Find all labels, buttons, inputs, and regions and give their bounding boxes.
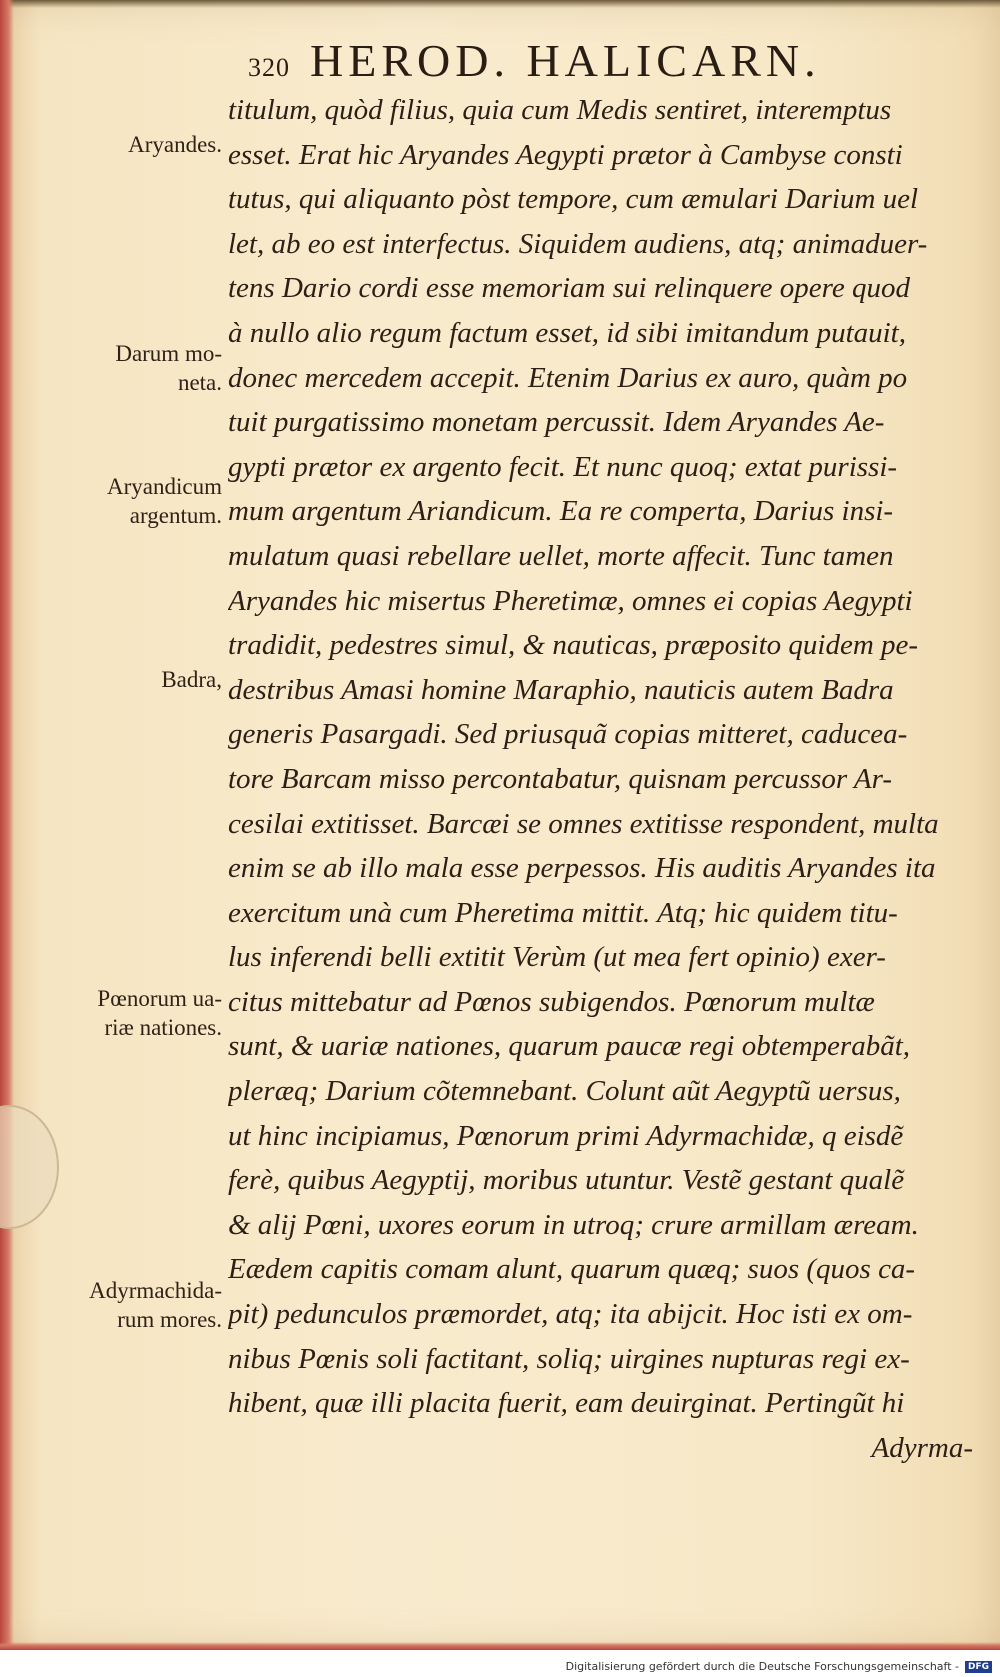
text-line: sunt, & uariæ nationes, quarum paucæ regi obtemperabãt, <box>228 1030 911 1063</box>
text-line: let, ab eo est interfectus. Siquidem audiens, atq; animaduer- <box>228 227 928 260</box>
margin-note-line: Pœnorum ua- <box>97 986 222 1011</box>
text-line: enim se ab illo mala esse perpessos. His auditis Aryandes ita <box>228 852 936 885</box>
text-line: tens Dario cordi esse memoriam sui relinquere opere quod <box>228 272 910 305</box>
text-line: destribus Amasi homine Maraphio, nauticis autem Badra <box>228 673 894 706</box>
margin-note <box>22 984 222 1042</box>
text-line: tradidit, pedestres simul, & nauticas, præposito quidem pe- <box>228 629 919 662</box>
text-line: mulatum quasi rebellare uellet, morte affecit. Tunc tamen <box>228 539 894 572</box>
text-line: titulum, quòd filius, quia cum Medis sentiret, interemptus <box>228 94 892 126</box>
running-head-title: HEROD. HALICARN. <box>310 35 821 86</box>
text-line: donec mercedem accepit. Etenim Darius ex auro, quàm po <box>228 361 908 394</box>
text-line: ferè, quibus Aegyptij, moribus utuntur. Vestẽ gestant qualẽ <box>228 1164 905 1197</box>
margin-note <box>22 339 222 397</box>
text-line: pleræq; Darium cõtemnebant. Colunt aũt Aegyptũ uersus, <box>228 1075 901 1108</box>
page-number: 320 <box>248 53 290 82</box>
catchword: Adyrma- <box>871 1431 973 1464</box>
margin-note <box>22 665 222 694</box>
text-line: nibus Pœnis soli factitant, soliq; uirgines nupturas regi ex- <box>228 1342 910 1375</box>
text-line: tutus, qui aliquanto pòst tempore, cum æmulari Darium uel <box>228 183 919 216</box>
text-line: ut hinc incipiamus, Pœnorum primi Adyrmachidæ, q eisdẽ <box>228 1119 904 1152</box>
margin-note-line: argentum. <box>129 503 222 528</box>
margin-note <box>22 130 222 159</box>
body-text <box>228 88 973 1470</box>
text-line: hibent, quæ illi placita fuerit, eam deuirginat. Pertingũt hi <box>228 1387 905 1420</box>
margin-note-line: rum mores. <box>117 1307 222 1332</box>
text-line: & alij Pœni, uxores eorum in utroq; crure armillam æream. <box>228 1208 919 1241</box>
text-line: tuit purgatissimo monetam percussit. Idem Aryandes Ae- <box>228 406 885 439</box>
text-line: gypti prætor ex argento fecit. Et nunc quoq; extat purissi- <box>228 450 898 483</box>
margin-note-line: Aryandicum <box>107 474 222 499</box>
margin-note-line: neta. <box>177 370 222 395</box>
text-line: pit) pedunculos præmordet, atq; ita abijcit. Hoc isti ex om- <box>228 1298 913 1331</box>
running-head <box>248 34 821 87</box>
text-line: cesilai extitisset. Barcæi se omnes extitisse respondent, multa <box>228 807 939 840</box>
dfg-logo: DFG <box>965 1661 992 1673</box>
margin-notes <box>0 0 222 1650</box>
text-line: à nullo alio regum factum esset, id sibi imitandum putauit, <box>228 316 906 349</box>
text-line: citus mittebatur ad Pœnos subigendos. Pœnorum multæ <box>228 985 875 1018</box>
text-line: exercitum unà cum Pheretima mittit. Atq; hic quidem titu- <box>228 896 898 929</box>
credit-text: Digitalisierung gefördert durch die Deutsche Forschungsgemeinschaft - <box>565 1660 959 1673</box>
margin-note <box>22 1276 222 1334</box>
margin-note <box>22 472 222 530</box>
margin-note-line: Darum mo- <box>115 341 222 366</box>
text-line: esset. Erat hic Aryandes Aegypti prætor à Cambyse consti <box>228 138 903 171</box>
digitization-credit <box>566 1660 992 1673</box>
margin-note-line: Badra, <box>161 667 222 692</box>
text-line: lus inferendi belli extitit Verùm (ut mea fert opinio) exer- <box>228 941 886 974</box>
text-line: generis Pasargadi. Sed priusquã copias mitteret, caducea- <box>228 718 908 751</box>
text-line: Eædem capitis comam alunt, quarum quæq; suos (quos ca- <box>228 1253 916 1286</box>
text-line: mum argentum Ariandicum. Ea re comperta, Darius insi- <box>228 495 894 528</box>
margin-note-line: riæ nationes. <box>104 1015 222 1040</box>
margin-note-line: Aryandes. <box>128 132 222 157</box>
margin-note-line: Adyrmachida- <box>89 1278 222 1303</box>
text-line: tore Barcam misso percontabatur, quisnam percussor Ar- <box>228 762 892 795</box>
text-line: Aryandes hic misertus Pheretimæ, omnes ei copias Aegypti <box>228 584 913 617</box>
